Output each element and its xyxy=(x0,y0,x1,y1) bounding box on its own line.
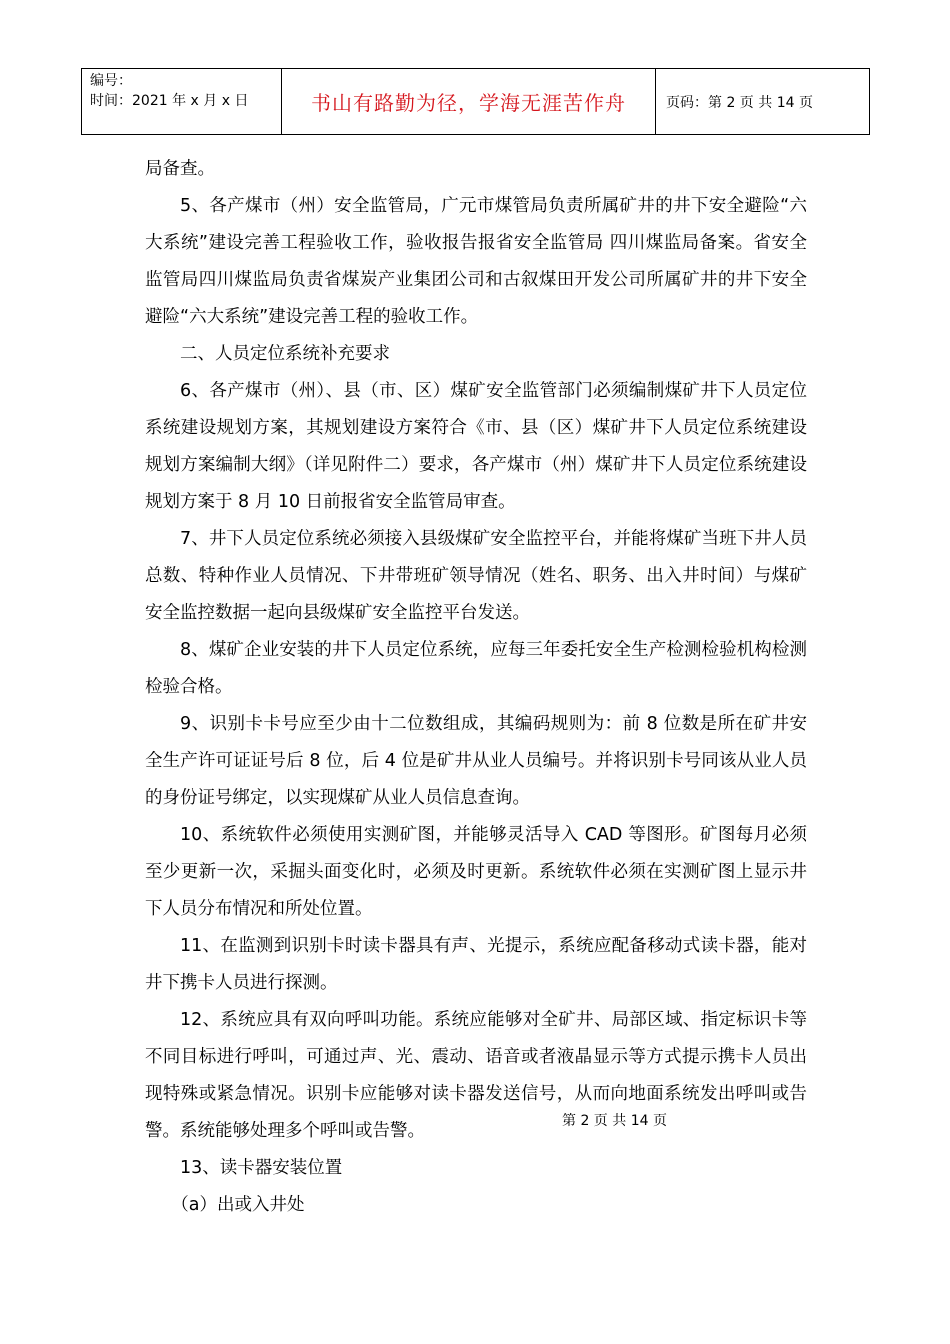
paragraph: 9、识别卡卡号应至少由十二位数组成，其编码规则为：前 8 位数是所在矿井安全生产许可证证号后 8 位，后 4 位是矿井从业人员编号。并将识别卡号同该从业人员的身份证号绑定，以实现煤矿从业人员信息查询。 xyxy=(145,714,807,808)
paragraph: 13、读卡器安装位置 xyxy=(180,1158,343,1178)
paragraph: 11、在监测到识别卡时读卡器具有声、光提示，系统应配备移动式读卡器，能对井下携卡人员进行探测。 xyxy=(145,936,807,993)
header-page-info: 页码：第 2 页 共 14 页 xyxy=(666,94,813,111)
paragraph: 8、煤矿企业安装的井下人员定位系统，应每三年委托安全生产检测检验机构检测检验合格。 xyxy=(145,640,807,697)
document-body xyxy=(145,151,807,1224)
header-motto: 书山有路勤为径，学海无涯苦作舟 xyxy=(282,69,656,134)
paragraph: 7、井下人员定位系统必须接入县级煤矿安全监控平台，并能将煤矿当班下井人员总数、特种作业人员情况、下井带班矿领导情况（姓名、职务、出入井时间）与煤矿安全监控数据一起向县级煤矿安全监控平台发送。 xyxy=(145,529,807,623)
paragraph: 5、各产煤市（州）安全监管局，广元市煤管局负责所属矿井的井下安全避险“六大系统”建设完善工程验收工作，验收报告报省安全监管局 四川煤监局备案。省安全监管局四川煤监局负责省煤炭产业集团公司和古叙煤田开发公司所属矿井的井下安全避险“六大系统”建设完善工程的验收工作。 xyxy=(145,196,807,327)
paragraph: 10、系统软件必须使用实测矿图，并能够灵活导入 CAD 等图形。矿图每月必须至少更新一次，采掘头面变化时，必须及时更新。系统软件必须在实测矿图上显示井下人员分布情况和所处位置。 xyxy=(145,825,807,919)
header-left-cell xyxy=(82,69,282,134)
header-table xyxy=(81,68,870,135)
paragraph: 12、系统应具有双向呼叫功能。系统应能够对全矿井、局部区域、指定标识卡等不同目标进行呼叫，可通过声、光、震动、语音或者液晶显示等方式提示携卡人员出现特殊或紧急情况。识别卡应能够对读卡器发送信号，从而向地面系统发出呼叫或告警。系统能够处理多个呼叫或告警。 xyxy=(145,1010,807,1141)
list-item: （a）出或入井处 xyxy=(171,1195,305,1215)
page-footer: 第 2 页 共 14 页 xyxy=(562,1113,667,1129)
paragraph: 6、各产煤市（州）、县（市、区）煤矿安全监管部门必须编制煤矿井下人员定位系统建设规划方案，其规划建设方案符合《市、县（区）煤矿井下人员定位系统建设规划方案编制大纲》（详见附件二）要求，各产煤市（州）煤矿井下人员定位系统建设规划方案于 8 月 10 日前报省安全监管局审查。 xyxy=(145,381,807,512)
document-time: 时间：2021 年 x 月 x 日 xyxy=(90,93,249,109)
document-number: 编号： xyxy=(90,73,132,89)
section-heading: 二、人员定位系统补充要求 xyxy=(180,344,390,364)
paragraph: 局备查。 xyxy=(145,159,215,179)
